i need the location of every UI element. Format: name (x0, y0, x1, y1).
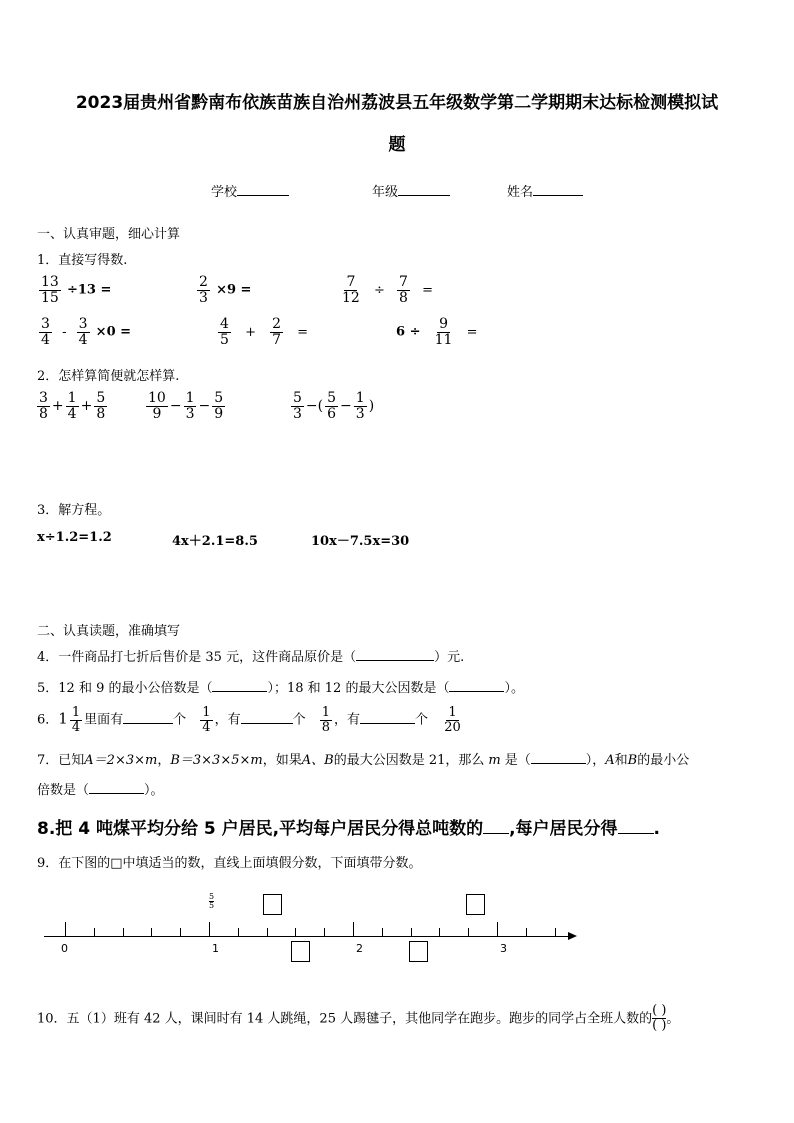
q3-label: 3．解方程。 (37, 503, 111, 518)
q4-answer-blank[interactable] (356, 660, 434, 661)
q1-r2-b: $\frac{4}{5}$ + $\frac{2}{7}$ = (220, 316, 309, 348)
arrow-icon (568, 932, 577, 940)
q5-gcd-blank[interactable] (449, 691, 504, 692)
fraction: $\frac{3}{8}$ (39, 390, 48, 422)
marker-fraction: 5 5 (209, 892, 215, 910)
fraction: $\frac{7}{8}$ (399, 274, 408, 306)
q3-eq1: x÷1.2=1.2 (37, 530, 112, 545)
q1-label: 1．直接写得数. (37, 253, 128, 268)
fraction: $\frac{2}{3}$ (199, 274, 208, 306)
q3-eq3: 10x－7.5x=30 (311, 534, 410, 549)
minor-tick (123, 928, 124, 936)
q7-line2: 倍数是（ ）。 (37, 783, 164, 798)
minor-tick (526, 928, 527, 936)
minor-tick (439, 928, 440, 936)
fraction: $\frac{4}{5}$ (220, 316, 229, 348)
minor-tick (94, 928, 95, 936)
fraction: $\frac{5}{9}$ (214, 390, 224, 422)
q7-lcm-blank[interactable] (89, 793, 144, 794)
q1-r1-b: $\frac{2}{3}$ ×9 = (199, 274, 252, 306)
fraction: $\frac{9}{11}$ (434, 316, 453, 348)
number-line (30, 880, 590, 960)
answer-box-bottom-1[interactable] (291, 941, 310, 962)
q1-r1-a: $\frac{13}{15}$ ÷13 = (41, 274, 112, 306)
minor-tick (411, 928, 412, 936)
axis-label-3: 3 (500, 942, 507, 955)
minor-tick (151, 928, 152, 936)
minor-tick (238, 928, 239, 936)
fraction: $\frac{5}{8}$ (96, 390, 106, 422)
major-tick (497, 922, 498, 936)
q2-expr1: $\frac{3}{8}$ + $\frac{1}{4}$ + $\frac{5}{8}$ (39, 390, 106, 422)
q8: 8.把 4 吨煤平均分给 5 户居民,平均每户居民分得总吨数的 ,每户居民分得 . (37, 819, 661, 839)
q9-label: 9．在下图的□中填适当的数，直线上面填假分数，下面填带分数。 (37, 856, 422, 871)
fraction: $\frac{1}{4}$ (71, 705, 81, 735)
axis-label-2: 2 (356, 942, 363, 955)
fraction: $\frac{1}{20}$ (444, 705, 461, 735)
school-blank[interactable] (237, 195, 289, 196)
major-tick (209, 922, 210, 936)
answer-box-top-2[interactable] (466, 894, 485, 915)
minor-tick (382, 928, 383, 936)
q2-label: 2．怎样算简便就怎样算. (37, 369, 180, 384)
answer-box-top-1[interactable] (263, 894, 282, 915)
q8-blank-2[interactable] (618, 833, 654, 834)
name-blank[interactable] (533, 195, 583, 196)
q10: 10．五（1）班有 42 人，课间时有 14 人跳绳，25 人踢毽子，其他同学在跑步。跑步的同学占全班人数的 $\frac{( )}{( )}$ 。 (37, 1003, 680, 1034)
name-label: 姓名 (507, 185, 534, 200)
q7-m-blank[interactable] (531, 763, 586, 764)
minor-tick (267, 928, 268, 936)
fraction: $\frac{1}{3}$ (355, 390, 365, 422)
page-title-line2: 题 (388, 135, 406, 155)
fraction: $\frac{1}{8}$ (321, 705, 331, 735)
major-tick (65, 922, 66, 936)
q5-lcm-blank[interactable] (212, 691, 267, 692)
axis-line (44, 936, 574, 937)
section2-heading: 二、认真读题，准确填写 (37, 624, 181, 639)
q1-r1-c: $\frac{7}{12}$ ÷ $\frac{7}{8}$ = (342, 274, 433, 306)
q2-expr3: $\frac{5}{3}$ −( $\frac{5}{6}$ − $\frac{1}{3}$ ) (293, 390, 375, 422)
fraction: $\frac{2}{7}$ (272, 316, 282, 348)
axis-label-0: 0 (61, 942, 68, 955)
q1-r2-a: $\frac{3}{4}$ - $\frac{3}{4}$ ×0 = (41, 316, 132, 348)
page-title-line1: 2023届贵州省黔南布依族苗族自治州荔波县五年级数学第二学期期末达标检测模拟试 (75, 93, 719, 113)
fraction-blank[interactable]: $\frac{( )}{( )}$ (652, 1003, 667, 1034)
axis-label-1: 1 (212, 942, 219, 955)
fraction: $\frac{1}{3}$ (185, 390, 195, 422)
fraction: $\frac{10}{9}$ (148, 390, 166, 422)
major-tick (353, 922, 354, 936)
q7-line1: 7．已知A＝2×3×m，B＝3×3×5×m，如果A、B的最大公因数是 21，那么 m 是（ ），A和B的最小公 (37, 753, 690, 768)
minor-tick (555, 928, 556, 936)
q6: 6．1 $\frac{1}{4}$ 里面有 个 $\frac{1}{4}$ ，有 个 $\frac{1}{8}$ ，有 个 $\frac{1}{20}$ (37, 705, 461, 735)
minor-tick (295, 928, 296, 936)
q6-blank-3[interactable] (360, 723, 415, 724)
q5: 5．12 和 9 的最小公倍数是（ ）；18 和 12 的最大公因数是（ ）。 (37, 681, 524, 696)
fraction: $\frac{3}{4}$ (78, 316, 88, 348)
school-label: 学校 (211, 185, 238, 200)
fraction: $\frac{5}{6}$ (327, 390, 337, 422)
grade-field (372, 181, 450, 200)
minor-tick (468, 928, 469, 936)
fraction: $\frac{1}{4}$ (202, 705, 211, 735)
q8-blank-1[interactable] (483, 833, 509, 834)
school-field (211, 181, 289, 200)
minor-tick (324, 928, 325, 936)
q4: 4．一件商品打七折后售价是 35 元，这件商品原价是（ ）元. (37, 650, 465, 665)
answer-box-bottom-2[interactable] (409, 941, 428, 962)
q6-blank-1[interactable] (123, 723, 173, 724)
minor-tick (180, 928, 181, 936)
fraction: $\frac{7}{12}$ (342, 274, 360, 306)
section1-heading: 一、认真审题，细心计算 (37, 227, 181, 242)
grade-blank[interactable] (398, 195, 450, 196)
fraction: $\frac{13}{15}$ (41, 274, 59, 306)
fraction: $\frac{5}{3}$ (293, 390, 302, 422)
name-field (507, 181, 583, 200)
grade-label: 年级 (372, 185, 399, 200)
fraction: $\frac{3}{4}$ (41, 316, 50, 348)
q6-blank-2[interactable] (241, 723, 293, 724)
fraction: $\frac{1}{4}$ (67, 390, 77, 422)
q2-expr2: $\frac{10}{9}$ − $\frac{1}{3}$ − $\frac{5}{9}$ (148, 390, 224, 422)
q1-r2-c: 6 ÷ $\frac{9}{11}$ = (396, 316, 478, 348)
q3-eq2: 4x＋2.1=8.5 (172, 534, 258, 549)
